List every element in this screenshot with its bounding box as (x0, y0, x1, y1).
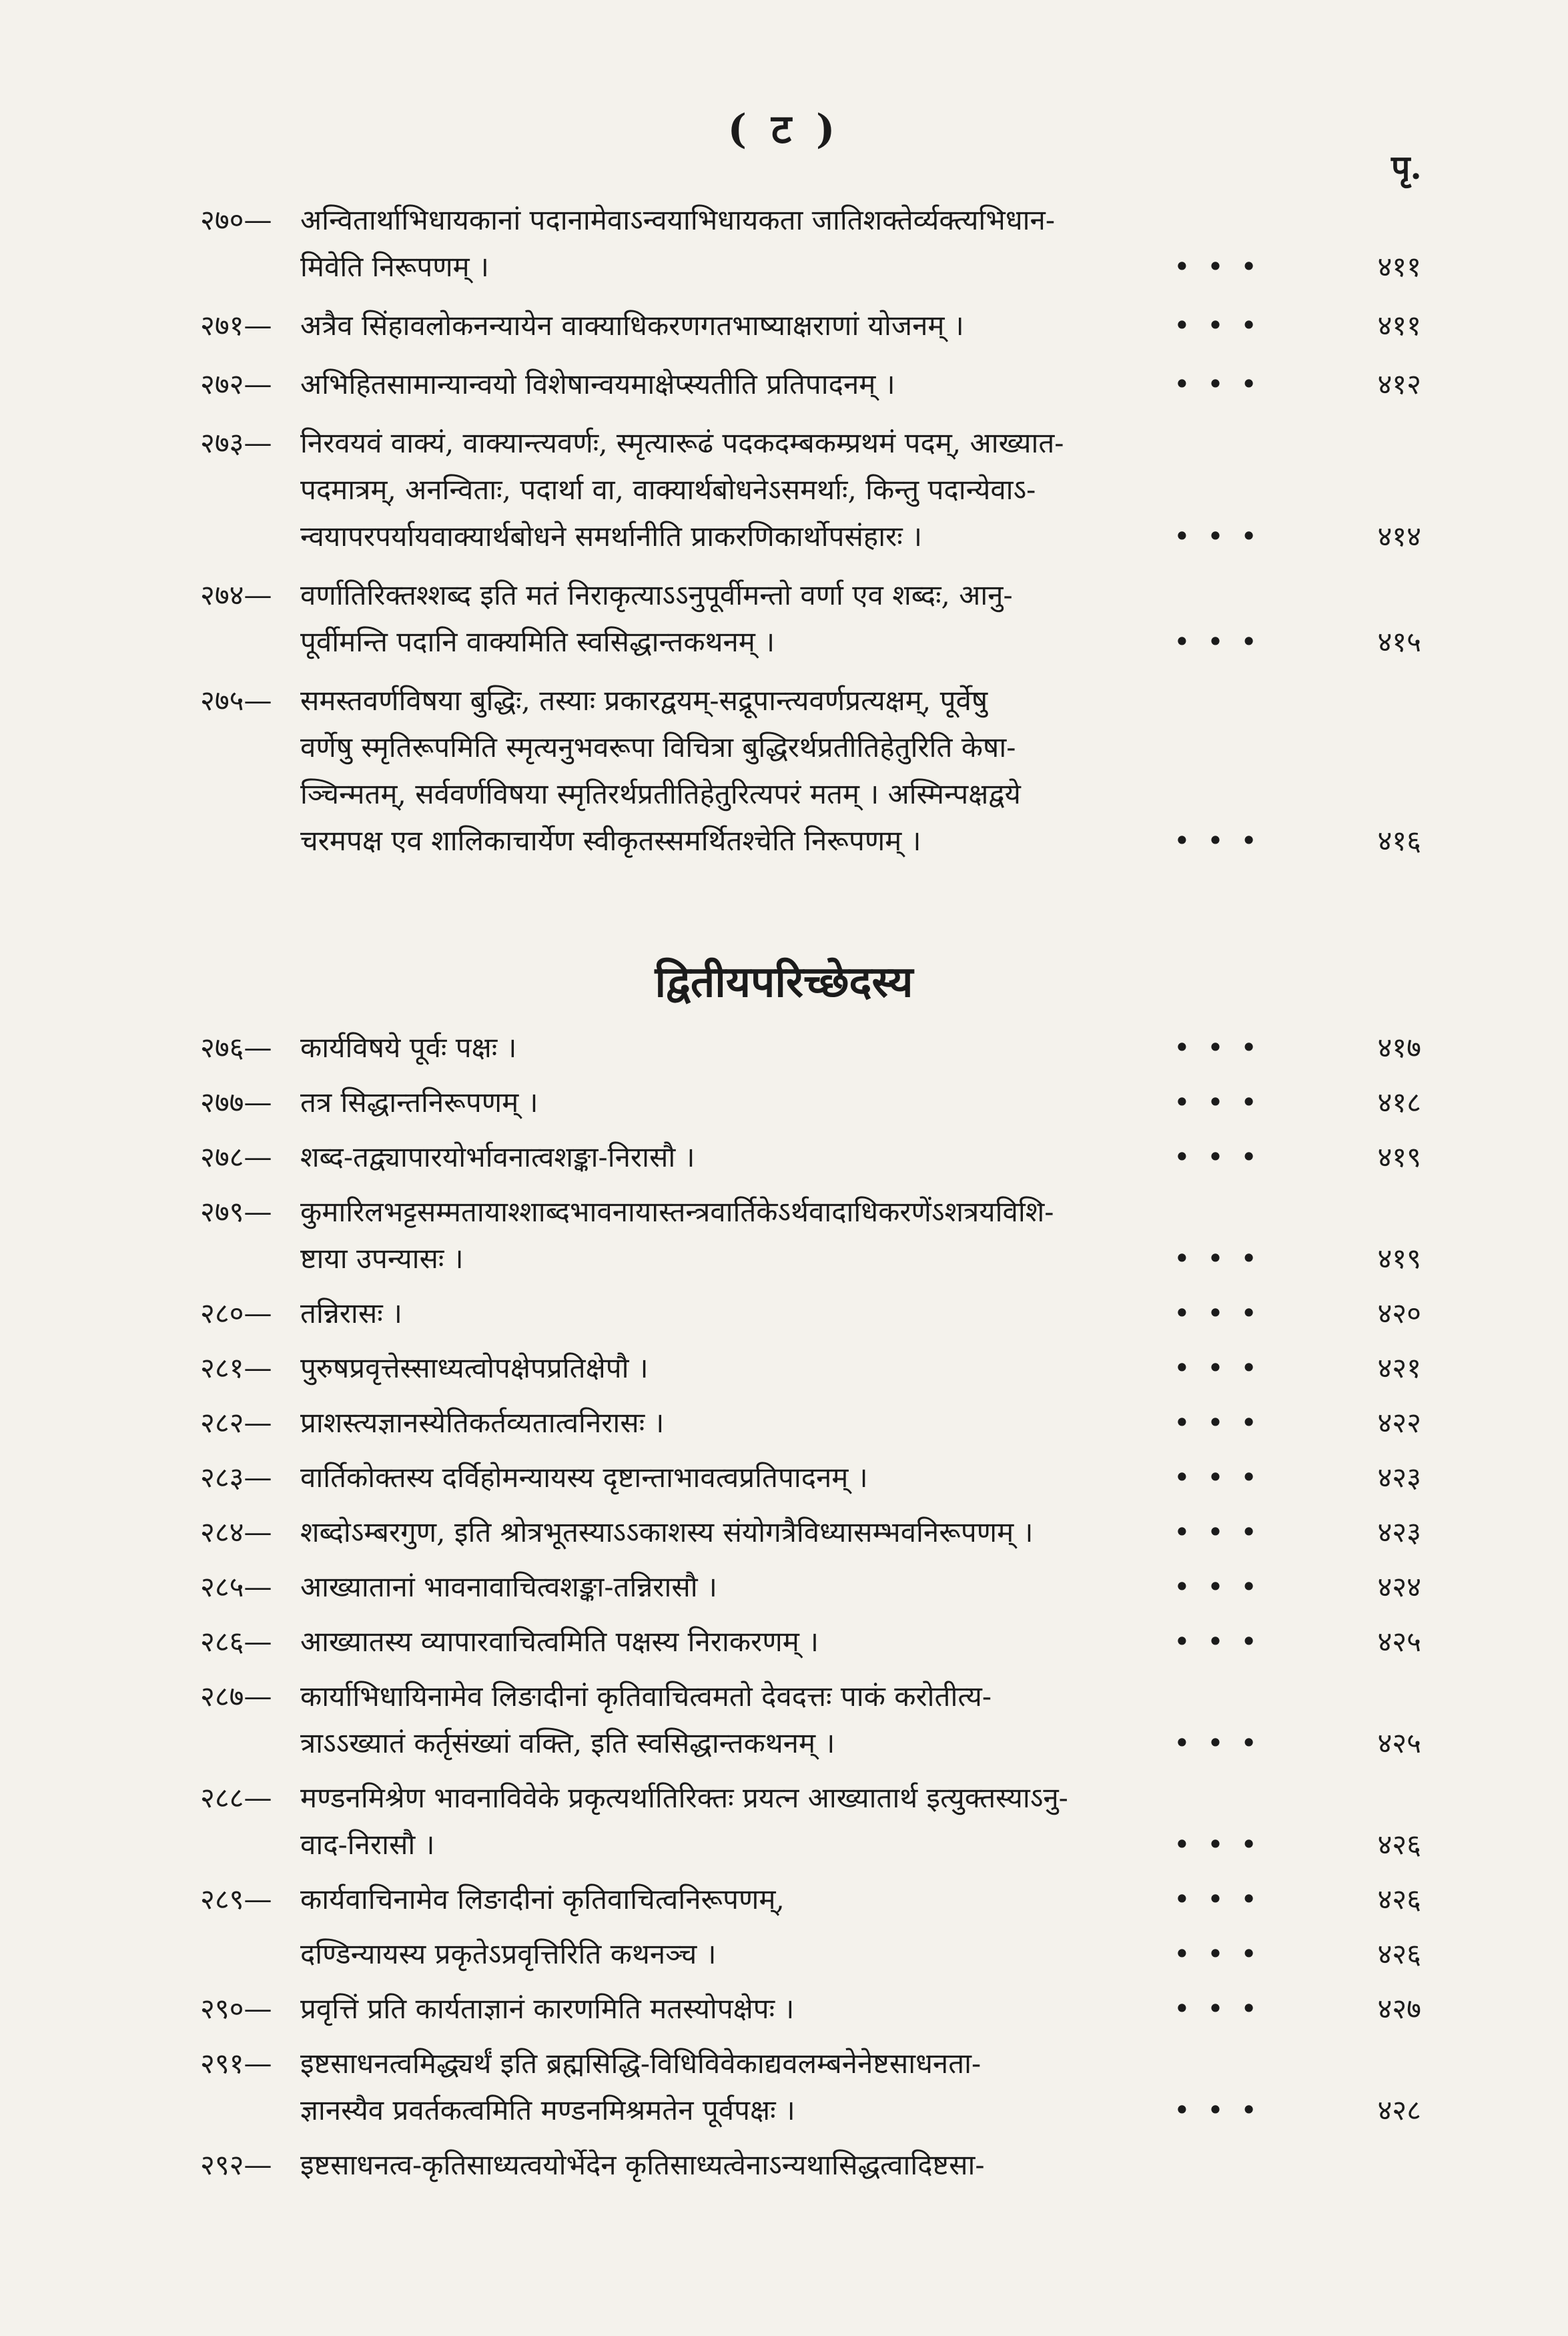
toc-entry-number: २८७— (200, 1680, 272, 1713)
toc-entry-lines (200, 2040, 1421, 2134)
toc-entry (200, 1079, 1421, 1126)
toc-entry-text: कार्यविषये पूर्वः पक्षः । (300, 1031, 517, 1064)
toc-leader-dots: • • • (1173, 1883, 1261, 1916)
toc-entry (200, 572, 1421, 665)
toc-entry-number: २७६— (200, 1031, 272, 1064)
toc-entry-number: २७८— (200, 1141, 272, 1173)
toc-entry-number: २९२— (200, 2148, 272, 2181)
toc-entry-number: २७३— (200, 426, 272, 459)
toc-entry (200, 1509, 1421, 1556)
toc-entry-text: आख्यातानां भावनावाचित्वशङ्का-तन्निरासौ । (300, 1570, 717, 1603)
toc-entry-page: ४२४ (1377, 1570, 1421, 1603)
toc-entry-page: ४२६ (1377, 1938, 1421, 1970)
toc-entry-lines (200, 1290, 1421, 1337)
toc-entry (200, 302, 1421, 349)
toc-entry-page: ४११ (1377, 309, 1421, 342)
toc-entry-lines (200, 1025, 1421, 1071)
toc-leader-dots: • • • (1173, 1938, 1261, 1970)
toc-entry (200, 1290, 1421, 1337)
toc-entry-text: वर्णातिरिक्तश्शब्द इति मतं निराकृत्याऽऽनुपूर्वीमन्तो वर्णा एव शब्दः, आनु- (300, 579, 1013, 611)
toc-leader-dots: • • • (1173, 1828, 1261, 1861)
toc-entry-text: अभिहितसामान्यान्वयो विशेषान्वयमाक्षेप्स्यतीति प्रतिपादनम् । (300, 368, 895, 400)
toc-leader-dots: • • • (1173, 1297, 1261, 1330)
toc-entry (200, 1673, 1421, 1767)
toc-entry-text: पूर्वीमन्ति पदानि वाक्यमिति स्वसिद्धान्तकथनम् । (300, 625, 775, 658)
toc-entry (200, 1134, 1421, 1181)
toc-entry-lines (200, 1986, 1421, 2032)
toc-entry-page: ४२८ (1377, 2094, 1421, 2126)
toc-entry-page: ४२५ (1377, 1625, 1421, 1658)
toc-leader-dots: • • • (1173, 1461, 1261, 1494)
toc-entry-number: २७९— (200, 1195, 272, 1228)
toc-leader-dots: • • • (1173, 1625, 1261, 1658)
toc-entry-lines (200, 1673, 1421, 1767)
toc-entry-number: २७४— (200, 579, 272, 611)
toc-entry-number: २८३— (200, 1461, 272, 1494)
toc-entry-lines (200, 1454, 1421, 1501)
toc-entry (200, 1025, 1421, 1071)
section-title: द्वितीयपरिच्छेदस्य (655, 957, 913, 1007)
toc-entry-page: ४१७ (1377, 1031, 1421, 1064)
toc-entry-text: समस्तवर्णविषया बुद्धिः, तस्याः प्रकारद्वयम्-सद्रूपान्त्यवर्णप्रत्यक्षम्, पूर्वेषु (300, 684, 988, 717)
toc-entry-page: ४२५ (1377, 1727, 1421, 1759)
toc-entry-text: ष्टाया उपन्यासः । (300, 1242, 464, 1275)
toc-entry-page: ४२७ (1377, 1992, 1421, 2025)
toc-entry-lines (200, 1079, 1421, 1126)
toc-entry-lines (200, 1134, 1421, 1181)
toc-entry (200, 197, 1421, 290)
toc-entry (200, 1189, 1421, 1282)
toc-entry-page: ४२६ (1377, 1883, 1421, 1916)
toc-leader-dots: • • • (1173, 520, 1261, 553)
toc-entry-text: वर्णेषु स्मृतिरूपमिति स्मृत्यनुभवरूपा विचित्रा बुद्धिरर्थप्रतीतिहेतुरिति केषा- (300, 731, 1016, 764)
toc-entry-number: २७०— (200, 204, 272, 236)
toc-entry-page: ४१६ (1377, 824, 1421, 857)
toc-entry-text: वार्तिकोक्तस्य दर्विहोमन्यायस्य दृष्टान्ताभावत्वप्रतिपादनम् । (300, 1461, 868, 1494)
toc-leader-dots: • • • (1173, 368, 1261, 400)
toc-entry-lines (200, 1189, 1421, 1282)
toc-entry (200, 1775, 1421, 1868)
toc-entry (200, 2040, 1421, 2134)
toc-entry-lines (200, 1400, 1421, 1446)
toc-leader-dots: • • • (1173, 1992, 1261, 2025)
toc-entry-number: २८२— (200, 1406, 272, 1439)
toc-entry-text: मण्डनमिश्रेण भावनाविवेके प्रकृत्यर्थातिरिक्तः प्रयत्न आख्यातार्थ इत्युक्तस्याऽनु- (300, 1781, 1068, 1814)
toc-entry-page: ४१२ (1377, 368, 1421, 400)
toc-entry-page: ४१९ (1377, 1242, 1421, 1275)
toc-entry (200, 1986, 1421, 2032)
toc-entry-lines (200, 420, 1421, 560)
toc-entry-lines (200, 677, 1421, 864)
toc-entry-number: २८४— (200, 1516, 272, 1548)
toc-entry-number: २९०— (200, 1992, 272, 2025)
toc-entry-lines (200, 2142, 1421, 2188)
toc-entry-text: आख्यातस्य व्यापारवाचित्वमिति पक्षस्य निराकरणम् । (300, 1625, 819, 1658)
toc-entry-lines (200, 1775, 1421, 1868)
toc-leader-dots: • • • (1173, 2094, 1261, 2126)
toc-entry-lines (200, 1931, 1421, 1978)
toc-entry-text: ज्ञानस्यैव प्रवर्तकत्वमिति मण्डनमिश्रमतेन पूर्वपक्षः । (300, 2094, 795, 2126)
toc-entry (200, 1564, 1421, 1611)
toc-leader-dots: • • • (1173, 1352, 1261, 1384)
toc-entry-text: त्राऽऽख्यातं कर्तृसंख्यां वक्ति, इति स्वसिद्धान्तकथनम् । (300, 1727, 835, 1759)
toc-entry-page: ४२१ (1377, 1352, 1421, 1384)
toc-entry-page: ४२२ (1377, 1406, 1421, 1439)
toc-entry-text: कुमारिलभट्टसम्मतायाश्शाब्दभावनायास्तन्त्रवार्तिकेऽर्थवादाधिकरणेंऽशत्रयविशि- (300, 1195, 1054, 1228)
toc-entry-page: ४१८ (1377, 1086, 1421, 1119)
toc-entry (200, 1345, 1421, 1392)
toc-entry-text: इष्टसाधनत्व-कृतिसाध्यत्वयोर्भेदेन कृतिसाध्यत्वेनाऽन्यथासिद्धत्वादिष्टसा- (300, 2148, 985, 2181)
toc-entry-page: ४१४ (1377, 520, 1421, 553)
toc-entry-number: २८१— (200, 1352, 272, 1384)
toc-entry-number: २७७— (200, 1086, 272, 1119)
toc-entry-text: शब्द-तद्व्यापारयोर्भावनात्वशङ्का-निरासौ । (300, 1141, 695, 1173)
toc-entry-text: अत्रैव सिंहावलोकनन्यायेन वाक्याधिकरणगतभाष्याक्षराणां योजनम् । (300, 309, 964, 342)
page-column-heading: पृ. (1391, 148, 1422, 187)
toc-entry-text: ञ्चिन्मतम्, सर्ववर्णविषया स्मृतिरर्थप्रतीतिहेतुरित्यपरं मतम् । अस्मिन्पक्षद्वये (300, 778, 1021, 810)
toc-entry-page: ४२० (1377, 1297, 1421, 1330)
toc-entry-number: २८८— (200, 1781, 272, 1814)
toc-entry (200, 361, 1421, 408)
toc-entry-text: पदमात्रम्, अनन्विताः, पदार्था वा, वाक्यार्थबोधनेऽसमर्थाः, किन्तु पदान्येवाऽ- (300, 473, 1036, 506)
toc-entry-lines (200, 1619, 1421, 1665)
toc-entry (200, 1400, 1421, 1446)
toc-entry-number: २८९— (200, 1883, 272, 1916)
toc-entry-text: कार्यवाचिनामेव लिङादीनां कृतिवाचित्वनिरूपणम्, (300, 1883, 785, 1916)
toc-entry-text: शब्दोऽम्बरगुण, इति श्रोत्रभूतस्याऽऽकाशस्य संयोगत्रैविध्यासम्भवनिरूपणम् । (300, 1516, 1034, 1548)
toc-entry-text: न्वयापरपर्यायवाक्यार्थबोधने समर्थानीति प्राकरणिकार्थोपसंहारः । (300, 520, 923, 553)
toc-entry-text: तन्निरासः । (300, 1297, 402, 1330)
toc-entry-text: इष्टसाधनत्वमिद्ध्यर्थं इति ब्रह्मसिद्धि-विधिविवेकाद्यवलम्बनेनेष्टसाधनता- (300, 2047, 982, 2080)
toc-entry-text: अन्वितार्थाभिधायकानां पदानामेवाऽन्वयाभिधायकता जातिशक्तेर्व्यक्त्यभिधान- (300, 204, 1056, 236)
toc-entry-number: २८६— (200, 1625, 272, 1658)
toc-entry (200, 1454, 1421, 1501)
toc-leader-dots: • • • (1173, 1086, 1261, 1119)
toc-entry-text: तत्र सिद्धान्तनिरूपणम् । (300, 1086, 538, 1119)
toc-entry (200, 1619, 1421, 1665)
toc-entry-lines (200, 361, 1421, 408)
toc-entry-number: २७१— (200, 309, 272, 342)
toc-leader-dots: • • • (1173, 1570, 1261, 1603)
toc-leader-dots: • • • (1173, 1516, 1261, 1548)
toc-leader-dots: • • • (1173, 824, 1261, 857)
toc-entry (200, 1876, 1421, 1923)
toc-entry-page: ४२६ (1377, 1828, 1421, 1861)
toc-entry-text: दण्डिन्यायस्य प्रकृतेऽप्रवृत्तिरिति कथनञ्च । (300, 1938, 717, 1970)
toc-entry-text: प्रवृत्तिं प्रति कार्यताज्ञानं कारणमिति मतस्योपक्षेपः । (300, 1992, 795, 2025)
toc-entry (200, 420, 1421, 560)
toc-entry-text: प्राशस्त्यज्ञानस्येतिकर्तव्यतात्वनिरासः । (300, 1406, 665, 1439)
toc-entry-text: वाद-निरासौ । (300, 1828, 435, 1861)
toc-entry-page: ४१९ (1377, 1141, 1421, 1173)
toc-entry-page: ४१५ (1377, 625, 1421, 658)
toc-entry-text: चरमपक्ष एव शालिकाचार्येण स्वीकृतस्समर्थितश्चेति निरूपणम् । (300, 824, 921, 857)
toc-leader-dots: • • • (1173, 1031, 1261, 1064)
toc-entry-lines (200, 302, 1421, 349)
toc-entry-number: २७५— (200, 684, 272, 717)
toc-leader-dots: • • • (1173, 625, 1261, 658)
toc-entry-lines (200, 197, 1421, 290)
toc-entry-text: मिवेति निरूपणम् । (300, 250, 489, 283)
toc-entry (200, 677, 1421, 864)
toc-leader-dots: • • • (1173, 1727, 1261, 1759)
toc-entry-page: ४२३ (1377, 1461, 1421, 1494)
toc-entry-text: कार्याभिधायिनामेव लिङादीनां कृतिवाचित्वमतो देवदत्तः पाकं करोतीत्य- (300, 1680, 992, 1713)
toc-leader-dots: • • • (1173, 309, 1261, 342)
toc-entry-number: २८५— (200, 1570, 272, 1603)
toc-entry-page: ४२३ (1377, 1516, 1421, 1548)
toc-entry (200, 2142, 1421, 2188)
toc-entry-number: २७२— (200, 368, 272, 400)
toc-entry-page: ४११ (1377, 250, 1421, 283)
toc-leader-dots: • • • (1173, 250, 1261, 283)
toc-entry-text: निरवयवं वाक्यं, वाक्यान्त्यवर्णः, स्मृत्यारूढं पदकदम्बकम्प्रथमं पदम्, आख्यात- (300, 426, 1064, 459)
toc-entry-lines (200, 572, 1421, 665)
toc-entry-lines (200, 1876, 1421, 1923)
toc-entry-lines (200, 1509, 1421, 1556)
toc-leader-dots: • • • (1173, 1141, 1261, 1173)
toc-entry-number: २८०— (200, 1297, 272, 1330)
toc-leader-dots: • • • (1173, 1242, 1261, 1275)
toc-entry-lines (200, 1564, 1421, 1611)
toc-entry-number: २९१— (200, 2047, 272, 2080)
toc-entry-text: पुरुषप्रवृत्तेस्साध्यत्वोपक्षेपप्रतिक्षेपौ । (300, 1352, 649, 1384)
page-number: ( ट ) (727, 106, 841, 153)
toc-entry (200, 1931, 1421, 1978)
toc-entry-lines (200, 1345, 1421, 1392)
toc-leader-dots: • • • (1173, 1406, 1261, 1439)
